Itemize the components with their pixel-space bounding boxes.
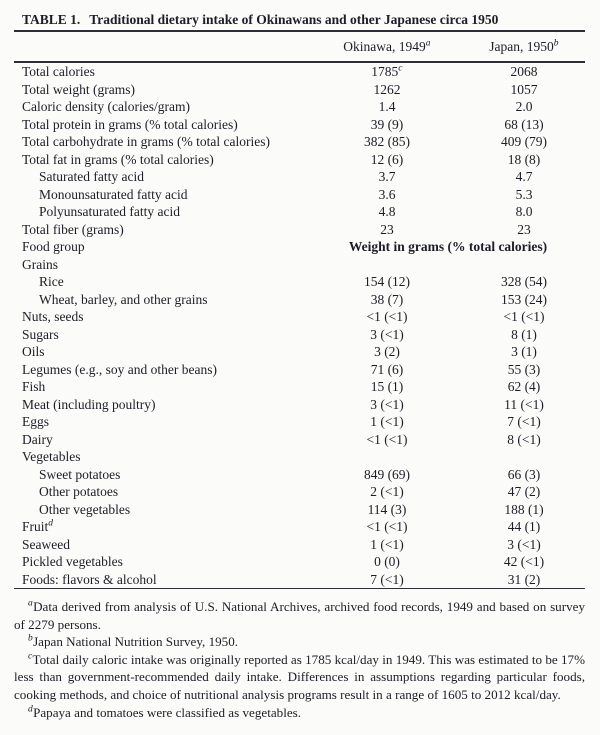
japan-value: 44 (1) [507,519,541,534]
row-label: Fish [22,379,46,394]
column-header-japan-label: Japan, 1950 [489,38,554,54]
table-caption: Traditional dietary intake of Okinawans and other Japanese circa 1950 [89,12,499,27]
japan-value [463,256,585,274]
row-label: Rice [39,274,64,289]
footnote: $^b$Japan National Nutrition Survey, 1950. [28,633,239,650]
row-label: Dairy [22,431,53,447]
spanning-subheader: Weight in grams (% total calories) [348,239,548,254]
japan-value: 2068 [510,64,538,79]
row-label: Pickled vegetables [22,554,123,569]
japan-value: 188 (1) [504,501,544,517]
row-label: Total fiber (grams) [22,221,124,237]
okinawa-value: 3 (<1) [370,326,404,342]
table-row [14,431,585,449]
japan-value: 68 (13) [504,116,544,132]
table-row [14,483,585,501]
column-header-okinawa-label: Okinawa, 1949 [343,38,426,54]
okinawa-value: 1.4 [378,99,396,114]
row-label: Total protein in grams (% total calories) [22,116,238,132]
table-body [14,63,585,588]
row-label: Foods: flavors & alcohol [22,571,157,587]
japan-value: 55 (3) [507,361,541,377]
japan-value: 328 (54) [500,274,548,289]
okinawa-value: 71 (6) [370,361,404,377]
row-label: Other vegetables [39,501,131,517]
okinawa-value [311,448,463,466]
table-title [14,9,585,30]
table-row [14,361,585,379]
table-row [14,256,585,274]
table-row [14,326,585,344]
okinawa-value: <1 (<1) [366,309,408,324]
okinawa-value: 2 (<1) [370,484,404,499]
japan-value: 42 (<1) [503,554,545,569]
footnotes [14,592,585,721]
row-label: Caloric density (calories/gram) [22,99,190,114]
row-label: Wheat, barley, and other grains [39,291,208,307]
okinawa-value: 12 (6) [370,151,404,167]
okinawa-value: <1 (<1) [366,431,408,447]
table-row [14,116,585,134]
footnote-marker-b: b [28,633,34,644]
japan-value: 5.3 [515,186,533,202]
table-row [14,291,585,309]
japan-value: 66 (3) [507,466,541,482]
table-row [14,571,585,589]
table-row [14,98,585,116]
japan-value: 8.0 [515,204,533,219]
footnote: $^c$Total daily caloric intake was originally reported as 1785 kcal/day in 1949. This was estimated to be 17% less than government-recommended daily intake. Differences in assumptions regarding particular foods, cooking methods, and choice of nutritional analysis programs result in a range of 1605 to 2012 kcal/day. [14,651,585,702]
table-row [14,501,585,519]
table-row [14,63,585,81]
footnote-marker-c: c [28,651,33,662]
okinawa-value: 15 (1) [370,379,404,394]
japan-value: 7 (<1) [507,414,541,429]
footnote-marker-d: d [28,704,34,715]
footnote: $^d$Papaya and tomatoes were classified as vegetables. [28,704,302,720]
okinawa-value: 3 (<1) [370,396,404,412]
column-header-row [14,32,585,61]
row-label: Fruit$^d$ [22,518,54,534]
okinawa-value: 1262 [373,81,401,97]
footnote-marker-b: b [553,38,559,48]
japan-value: 8 (<1) [507,431,541,447]
row-label: Total fat in grams (% total calories) [22,151,214,167]
okinawa-value: 382 (85) [363,134,411,149]
table-row [14,168,585,186]
japan-value: 2.0 [515,99,533,114]
table-row [14,413,585,431]
row-label: Legumes (e.g., soy and other beans) [22,361,217,377]
okinawa-value: 3.7 [378,169,396,184]
row-label: Sugars [22,326,59,342]
table-row [14,151,585,169]
table-row [14,308,585,326]
row-label: Total carbohydrate in grams (% total calories) [22,134,270,149]
okinawa-value: 114 (3) [367,501,407,517]
footnote-marker-a: a [28,598,34,609]
japan-value: 4.7 [515,169,533,184]
japan-value: 11 (<1) [504,396,544,412]
table-number: TABLE 1. [22,12,81,27]
table-row [14,518,585,536]
row-label: Grains [22,256,58,272]
row-label: Sweet potatoes [39,466,121,482]
japan-value: <1 (<1) [503,309,545,324]
table-row [14,238,585,256]
table-row [14,343,585,361]
japan-value: 47 (2) [507,484,541,499]
okinawa-value: 849 (69) [363,466,411,482]
table-row [14,203,585,221]
okinawa-value: 39 (9) [370,116,404,132]
table-row [14,466,585,484]
okinawa-value: 1 (<1) [370,414,404,429]
okinawa-value: 1 (<1) [370,536,404,552]
column-header-japan [463,39,585,55]
row-label: Total calories [22,64,95,79]
table-row [14,553,585,571]
japan-value: 3 (<1) [507,536,541,552]
japan-value: 62 (4) [507,379,541,394]
table-row [14,396,585,414]
okinawa-value: 0 (0) [374,554,400,569]
okinawa-value: 4.8 [378,204,396,219]
table-row [14,81,585,99]
okinawa-value: 3 (2) [374,344,400,359]
okinawa-value: 154 (12) [363,274,411,289]
column-header-okinawa [311,39,463,55]
row-label: Oils [22,344,45,359]
footnote: $^a$Data derived from analysis of U.S. National Archives, archived food records, 1949 and based on survey of 2279 persons. [14,598,585,632]
table-row [14,378,585,396]
row-label: Polyunsaturated fatty acid [39,204,180,219]
row-label: Total weight (grams) [22,81,136,97]
footer-rule [14,588,585,589]
japan-value: 18 (8) [507,151,541,167]
table-row [14,536,585,554]
okinawa-value: 1785$^c$ [371,63,403,79]
table-row [14,448,585,466]
footnote-marker-c: c [398,63,403,74]
row-label: Meat (including poultry) [22,396,156,412]
japan-value: 153 (24) [500,291,548,307]
japan-value: 409 (79) [500,134,548,149]
table-row [14,133,585,151]
row-label: Food group [22,239,85,254]
okinawa-value: 3.6 [378,186,396,202]
row-label: Vegetables [22,449,81,464]
okinawa-value: <1 (<1) [366,519,408,534]
table-row [14,221,585,239]
table-row [14,273,585,291]
row-label: Nuts, seeds [22,309,84,324]
okinawa-value: 38 (7) [370,291,404,307]
okinawa-value [311,256,463,274]
row-label: Saturated fatty acid [39,169,144,184]
okinawa-value: 23 [380,221,394,237]
japan-value: 8 (1) [511,326,537,342]
row-label: Eggs [22,414,49,429]
japan-value: 23 [517,221,531,237]
footnote-marker-d: d [48,518,54,529]
okinawa-value: 7 (<1) [370,571,404,587]
row-label: Other potatoes [39,484,119,499]
table-row [14,186,585,204]
japan-value: 3 (1) [511,344,537,359]
japan-value: 31 (2) [507,571,541,587]
japan-value: 1057 [510,81,538,97]
row-label: Seaweed [22,536,70,552]
japan-value [463,448,585,466]
row-label: Monounsaturated fatty acid [39,186,188,202]
footnote-marker-a: a [425,38,431,48]
